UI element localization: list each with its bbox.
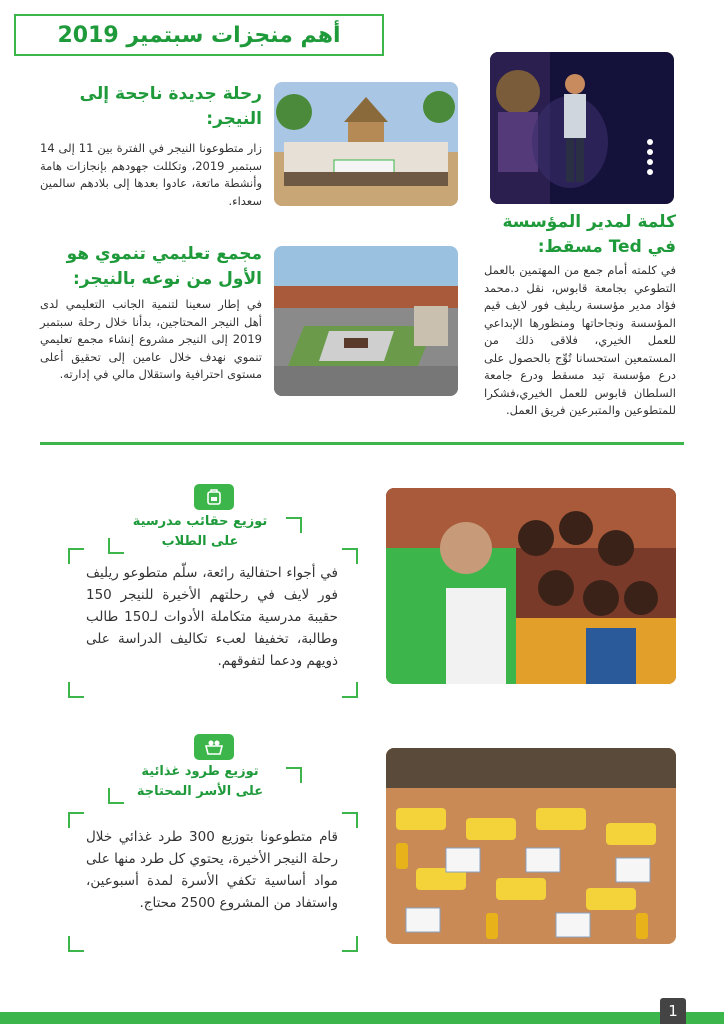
bracket-tl bbox=[68, 812, 84, 828]
bracket-tl bbox=[68, 548, 84, 564]
complex-render-image bbox=[274, 246, 458, 396]
food-parcels-title-line2: على الأسر المحتاجة bbox=[136, 784, 264, 799]
school-bags-body: في أجواء احتفالية رائعة، سلّم متطوعو ريليف فور لايف في رحلتهم الأخيرة للنيجر 150 حقيبة مدرسية متكاملة الأدوات لـ150 طالب وطالبة، تخفيفا لعبء تكاليف الدراسة على ذويهم ودعما لتفوقهم. bbox=[86, 565, 338, 669]
niger-team-photo bbox=[274, 82, 458, 206]
page-header bbox=[14, 14, 384, 56]
bracket-bl bbox=[68, 936, 84, 952]
food-basket-icon bbox=[194, 734, 234, 760]
food-parcels-title-line1: توزيع طرود غذائية bbox=[141, 764, 259, 779]
school-bags-title-line1: توزيع حقائب مدرسية bbox=[132, 514, 268, 529]
ted-article-title: كلمة لمدير المؤسسة في Ted مسقط: bbox=[502, 212, 676, 257]
food-parcels-photo bbox=[386, 748, 676, 944]
backpack-icon bbox=[194, 484, 234, 510]
bracket-tr bbox=[342, 548, 358, 564]
page-title: أهم منجزات سبتمير 2019 bbox=[57, 22, 341, 48]
page-number: 1 bbox=[660, 998, 686, 1024]
bracket-br bbox=[342, 682, 358, 698]
bracket-tr bbox=[286, 767, 302, 783]
food-parcels-frame bbox=[68, 812, 358, 952]
bracket-br bbox=[342, 936, 358, 952]
niger-trip-body: زار متطوعونا النيجر في الفترة بين 11 إلى 14 سبتمبر 2019، وتكللت جهودهم بإنجازات هامة وأنشطة ماتعة، عادوا بعدها إلى بلادهم سالمين سعداء. bbox=[40, 141, 262, 208]
food-parcels-body: قام متطوعونا بتوزيع 300 طرد غذائي خلال رحلة النيجر الأخيرة، يحتوي كل طرد منها على مواد أساسية تكفي الأسرة لمدة أسبوعين، واستفاد من المشروع 2500 محتاج. bbox=[86, 829, 338, 911]
niger-trip-title: رحلة جديدة ناجحة إلى النيجر: bbox=[79, 84, 262, 129]
bracket-tr bbox=[342, 812, 358, 828]
school-bags-frame bbox=[68, 548, 358, 698]
footer-bar bbox=[0, 1012, 724, 1024]
bracket-bl bbox=[108, 788, 124, 804]
food-parcels-heading bbox=[110, 762, 290, 802]
section-divider bbox=[40, 442, 684, 445]
ted-article-body: في كلمته أمام جمع من المهتمين بالعمل التطوعي بجامعة قابوس، نقل د.محمد فؤاد مدير مؤسسة ريليف فور لايف قيم المؤسسة ونجاحاتها ومنظورها الإبداعي للعمل الخيري، فلاقى ذلك من المستمعين استحسانا تُوِّج بالحصول على درع مؤسسة تيد مسقط ودرع جامعة السلطان قابوس للعمل الخيري،فشكرا للمتطوعين والمتبرعين فريق العمل. bbox=[484, 263, 676, 417]
complex-article-title: مجمع تعليمي تنموي هو الأول من نوعه بالنيجر: bbox=[66, 244, 262, 289]
bracket-bl bbox=[68, 682, 84, 698]
complex-article-body: في إطار سعينا لتنمية الجانب التعليمي لدى أهل النيجر المحتاجين، بدأنا خلال رحلة سبتمبر 2019 إلى النيجر مشروع إنشاء مجمع تعليمي تنموي نهدف خلال عامين إلى تحقيق أعلى مستوى احترافية واستقلال مالي في إدارته. bbox=[40, 297, 262, 381]
ted-speaker-photo bbox=[490, 52, 674, 204]
bracket-tr bbox=[286, 517, 302, 533]
school-bags-heading bbox=[110, 512, 290, 552]
school-bags-title-line2: على الطلاب bbox=[161, 534, 239, 549]
children-photo bbox=[386, 488, 676, 684]
